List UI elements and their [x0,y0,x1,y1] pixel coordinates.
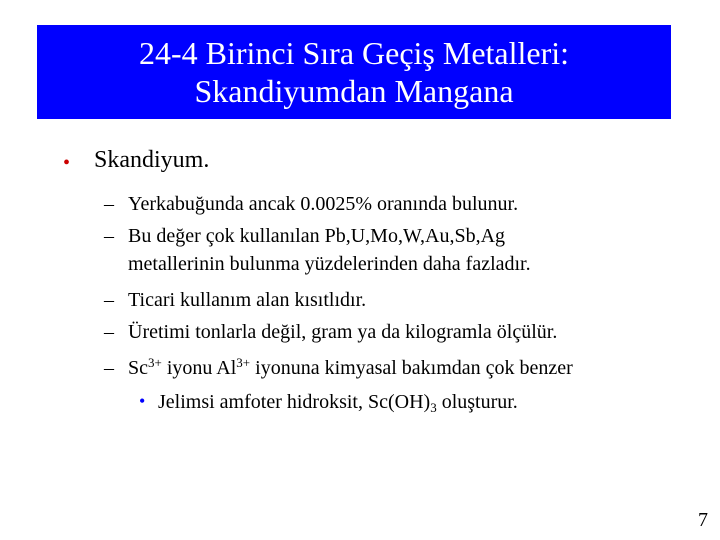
page-number: 7 [698,509,708,531]
third-level-part-1: Jelimsi amfoter hidroksit, Sc(OH) [158,391,431,413]
third-level-part-2: oluşturur. [436,391,518,413]
sub-bullet-dash-4: – [104,321,114,343]
third-level-bullet-marker: • [139,391,146,411]
sub-bullet-5 [128,356,573,380]
sub-bullet-5-part-3: iyonuna kimyasal bakımdan çok benzer [250,357,573,379]
sub-bullet-5-part-2: iyonu Al [161,357,237,379]
sub-bullet-dash-1: – [104,193,114,215]
slide-title-line-2: Skandiyumdan Mangana [194,73,514,109]
third-level-subscript: 3 [430,400,437,415]
sub-bullet-2-line-2: metallerinin bulunma yüzdelerinden daha fazladır. [128,253,531,275]
sub-bullet-2-line-1: Bu değer çok kullanılan Pb,U,Mo,W,Au,Sb,Ag [128,225,506,247]
slide-title-line-1: 24-4 Birinci Sıra Geçiş Metalleri: [138,35,570,71]
sub-bullet-dash-5: – [104,357,114,379]
sub-bullet-5-sup-2: 3+ [236,355,251,370]
main-bullet-marker: • [63,152,71,174]
main-bullet-text: Skandiyum. [94,147,210,173]
sub-bullet-5-sup-1: 3+ [148,355,162,370]
sub-bullet-3: Ticari kullanım alan kısıtlıdır. [128,289,367,311]
sub-bullet-dash-3: – [104,289,114,311]
sub-bullet-4: Üretimi tonlarla değil, gram ya da kilogramla ölçülür. [128,321,558,343]
sub-bullet-5-part-1: Sc [128,357,148,379]
third-level-bullet-text [158,390,518,414]
sub-bullet-dash-2: – [104,225,114,247]
sub-bullet-1: Yerkabuğunda ancak 0.0025% oranında bulunur. [128,193,519,215]
